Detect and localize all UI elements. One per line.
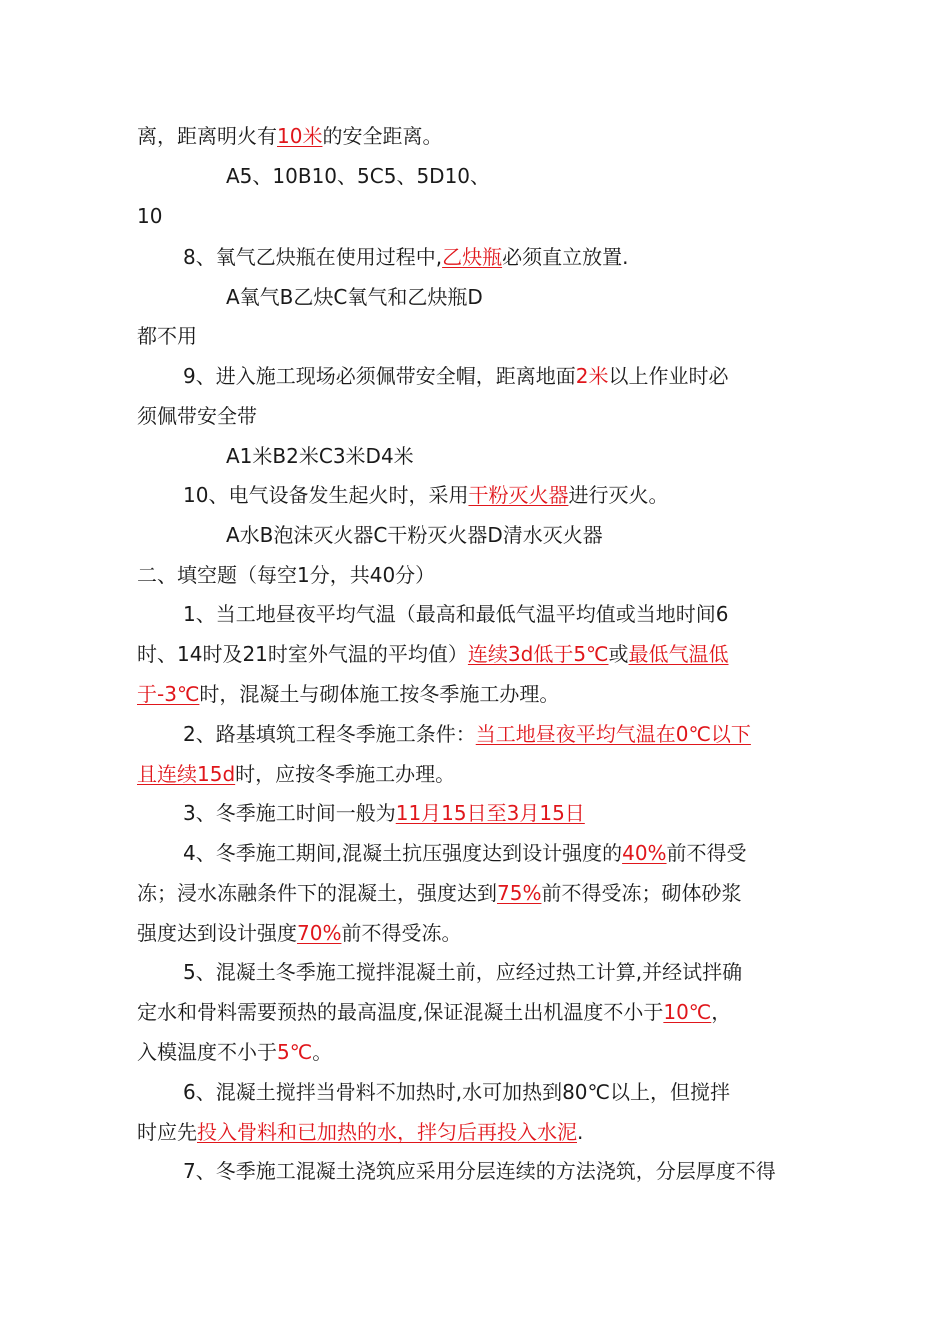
text-line [137, 1038, 332, 1066]
line-text: 或 [608, 642, 629, 666]
text-line [137, 1118, 583, 1146]
line-text: 4、冬季施工期间,混凝土抗压强度达到设计强度的 [183, 841, 623, 865]
answer-text: 投入骨料和已加热的水，拌匀后再投入水泥 [197, 1120, 577, 1144]
answer-text: 11月15日至3月15日 [395, 801, 585, 825]
line-text: 离，距离明火有 [137, 124, 277, 148]
answer-text: 连续3d低于5℃ [467, 642, 609, 666]
text-line [137, 998, 731, 1026]
answer-text: 最低气温低 [628, 642, 729, 666]
text-line [183, 958, 742, 986]
answer-text: 5℃ [277, 1040, 313, 1064]
line-text: 都不用 [137, 324, 197, 348]
line-text: 10 [137, 204, 163, 228]
text-line [183, 720, 751, 748]
line-text: 的安全距离。 [322, 124, 443, 148]
text-line [137, 202, 162, 230]
text-line [183, 600, 728, 628]
line-text: 进行灭火。 [568, 483, 669, 507]
line-text: A1米B2米C3米D4米 [226, 444, 414, 468]
line-text: 须佩带安全带 [137, 404, 257, 428]
text-line [226, 162, 490, 190]
line-text: 5、混凝土冬季施工搅拌混凝土前，应经过热工计算,并经试拌确 [183, 960, 743, 984]
line-text: 前不得受冻；砌体砂浆 [541, 881, 742, 905]
line-text: 时，应按冬季施工办理。 [235, 762, 456, 786]
line-text: 强度达到设计强度 [137, 921, 297, 945]
text-line [137, 680, 559, 708]
text-line [137, 322, 197, 350]
line-text: 前不得受冻。 [341, 921, 462, 945]
line-text: . [577, 1120, 584, 1144]
line-text: 时，混凝土与砌体施工按冬季施工办理。 [199, 682, 560, 706]
line-text: 9、进入施工现场必须佩带安全帽，距离地面 [183, 364, 576, 388]
line-text: 以上作业时必 [608, 364, 729, 388]
line-text: 定水和骨料需要预热的最高温度,保证混凝土出机温度不小于 [137, 1000, 664, 1024]
line-text: A5、10B10、5C5、5D10、 [226, 164, 491, 188]
line-text: 3、冬季施工时间一般为 [183, 801, 396, 825]
text-line [183, 362, 728, 390]
text-line [137, 919, 461, 947]
text-line [226, 283, 483, 311]
text-line [137, 402, 257, 430]
line-text: 8、氧气乙炔瓶在使用过程中, [183, 245, 443, 269]
line-text: 前不得受 [666, 841, 747, 865]
answer-text: 当工地昼夜平均气温在0℃以下 [475, 722, 751, 746]
text-line [183, 1157, 776, 1185]
text-line [183, 481, 668, 509]
line-text: 7、冬季施工混凝土浇筑应采用分层连续的方法浇筑，分层厚度不得 [183, 1159, 776, 1183]
line-text: 时、14时及21时室外气温的平均值） [137, 642, 468, 666]
answer-text: 干粉灭火器 [468, 483, 569, 507]
answer-text: 10米 [277, 124, 323, 148]
text-line [226, 442, 414, 470]
text-line [137, 879, 741, 907]
line-text: 。 [312, 1040, 333, 1064]
text-line [183, 839, 747, 867]
line-text: A水B泡沫灭火器C干粉灭火器D清水灭火器 [226, 523, 603, 547]
text-line [183, 1078, 730, 1106]
line-text: A氧气B乙炔C氧气和乙炔瓶D [226, 285, 483, 309]
answer-text: 2米 [575, 364, 609, 388]
answer-text: 70% [297, 921, 342, 945]
text-line [137, 640, 729, 668]
line-text: 1、当工地昼夜平均气温（最高和最低气温平均值或当地时间6 [183, 602, 729, 626]
line-text: 6、混凝土搅拌当骨料不加热时,水可加热到80℃以上，但搅拌 [183, 1080, 730, 1104]
line-text: 冻；浸水冻融条件下的混凝土，强度达到 [137, 881, 497, 905]
line-text: ， [711, 1000, 732, 1024]
line-text: 必须直立放置. [502, 245, 629, 269]
answer-text: 10℃ [663, 1000, 712, 1024]
answer-text: 于-3℃ [137, 682, 200, 706]
line-text: 入模温度不小于 [137, 1040, 277, 1064]
line-text: 2、路基填筑工程冬季施工条件： [183, 722, 476, 746]
text-line [183, 243, 628, 271]
text-line [183, 799, 585, 827]
answer-text: 且连续15d [137, 762, 236, 786]
line-text: 时应先 [137, 1120, 197, 1144]
text-line [137, 760, 455, 788]
text-line [226, 521, 603, 549]
text-line [137, 561, 435, 589]
line-text: 10、电气设备发生起火时，采用 [183, 483, 469, 507]
answer-text: 40% [622, 841, 667, 865]
line-text: 二、填空题（每空1分，共40分） [137, 563, 436, 587]
answer-text: 75% [497, 881, 542, 905]
text-line [137, 122, 442, 150]
answer-text: 乙炔瓶 [442, 245, 503, 269]
